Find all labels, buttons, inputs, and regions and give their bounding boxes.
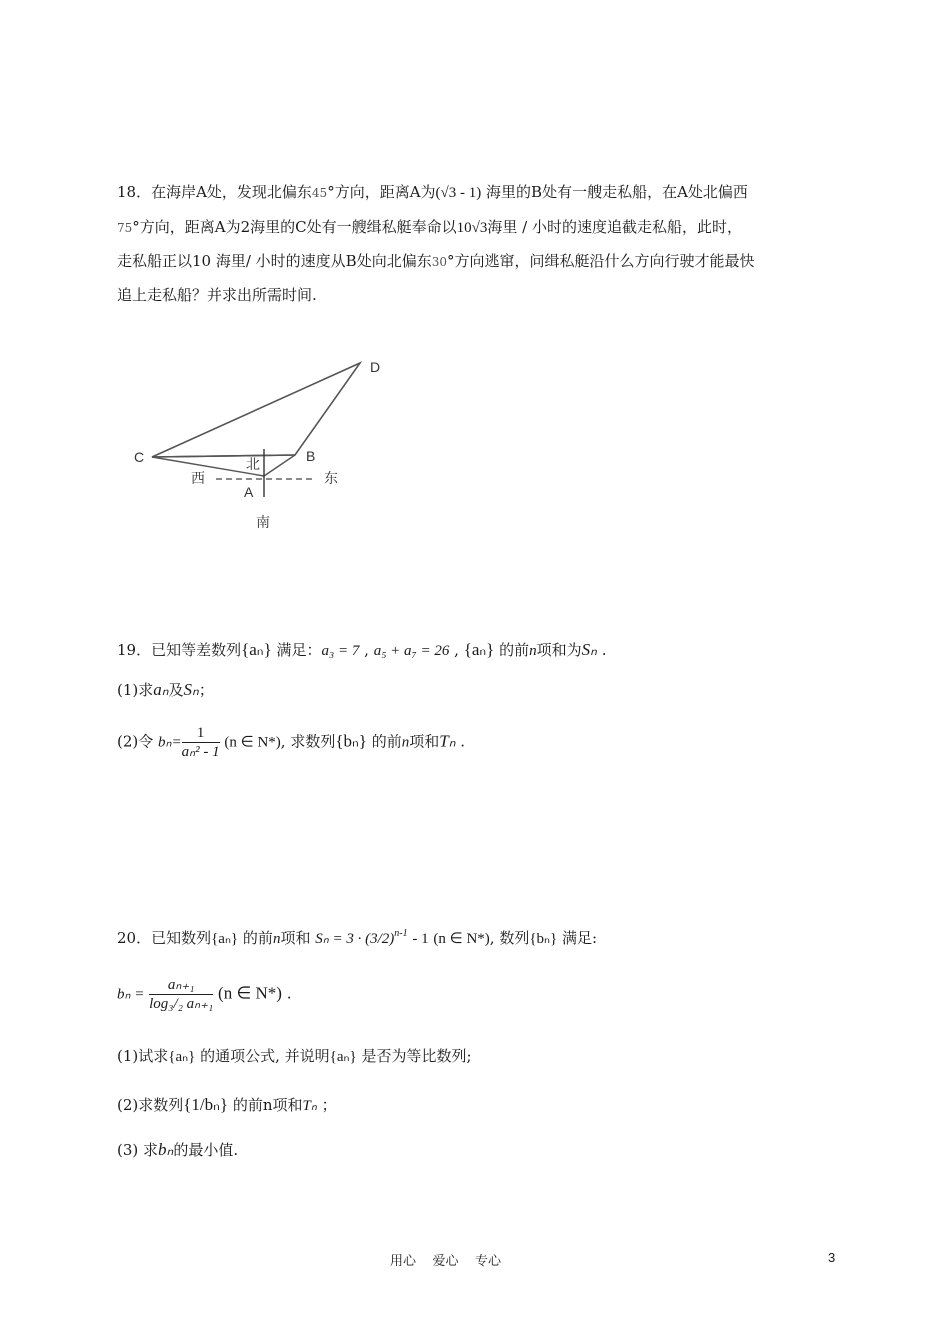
label-d: D [370, 359, 381, 375]
segment-cb [152, 455, 295, 457]
q20-part-2: (2)求数列{1/bₙ} 的前n项和Tₙ ； [117, 1095, 337, 1114]
page-number: 3 [828, 1250, 836, 1265]
label-south: 南 [256, 515, 270, 531]
q18-line-3: 走私船正以10 海里/ 小时的速度从B处向北偏东30°方向逃窜，问缉私艇沿什么方向行驶才能最快 [117, 252, 755, 270]
segment-ab [264, 455, 295, 476]
label-a: A [244, 484, 254, 500]
label-b: B [306, 448, 316, 464]
q20-bn-definition: bₙ = $\frac{\text{aₙ₊₁}}{\text{log₃/₂ aₙ₊₁}}$ (n ∈ N*) . [117, 977, 292, 1012]
q18-line-4: 追上走私船？并求出所需时间. [117, 286, 317, 304]
q20-line-1: 20．已知数列{aₙ} 的前n项和 $S_n = 3 \cdot (3/2)^{n-1} - 1$ (n ∈ N*), 数列{bₙ} 满足: [117, 928, 598, 947]
fraction-bn-def: $\frac{\text{aₙ₊₁}}{\text{log₃/₂ aₙ₊₁}}$ [149, 977, 214, 1012]
q18-line-2: 75°方向，距离A为2海里的C处有一艘缉私艇奉命以10√3海里 / 小时的速度追截走私船，此时， [117, 218, 742, 236]
label-north: 北 [246, 457, 260, 473]
footer-motto: 用心 爱心 专心 [390, 1254, 502, 1269]
label-east: 东 [324, 471, 338, 487]
fraction-bn: $\frac{1}{\text{aₙ² - 1}}$ [181, 725, 220, 760]
q20-part-1: (1)试求{aₙ} 的通项公式, 并说明{aₙ} 是否为等比数列; [117, 1047, 472, 1065]
q19-line-1: 19．已知等差数列{aₙ} 满足：a₃ = 7 , a₅ + a₇ = 26 , {aₙ} 的前n项和为Sₙ . [117, 640, 607, 659]
nautical-diagram [120, 345, 420, 535]
q20-part-3: (3) 求bₙ的最小值. [117, 1140, 239, 1159]
q19-part-1: (1)求aₙ及Sₙ； [117, 680, 214, 699]
q19-part-2: (2)令 bₙ= $\frac{1}{\text{aₙ² - 1}}$ (n ∈ N*), 求数列{bₙ} 的前n项和Tₙ . [117, 725, 466, 760]
label-west: 西 [191, 471, 205, 487]
label-c: C [134, 449, 145, 465]
q18-line-1: 18．在海岸A处，发现北偏东45°方向，距离A为(√3 - 1) 海里的B处有一艘走私船，在A处北偏西 [117, 183, 748, 201]
triangle-cbd [152, 363, 360, 457]
